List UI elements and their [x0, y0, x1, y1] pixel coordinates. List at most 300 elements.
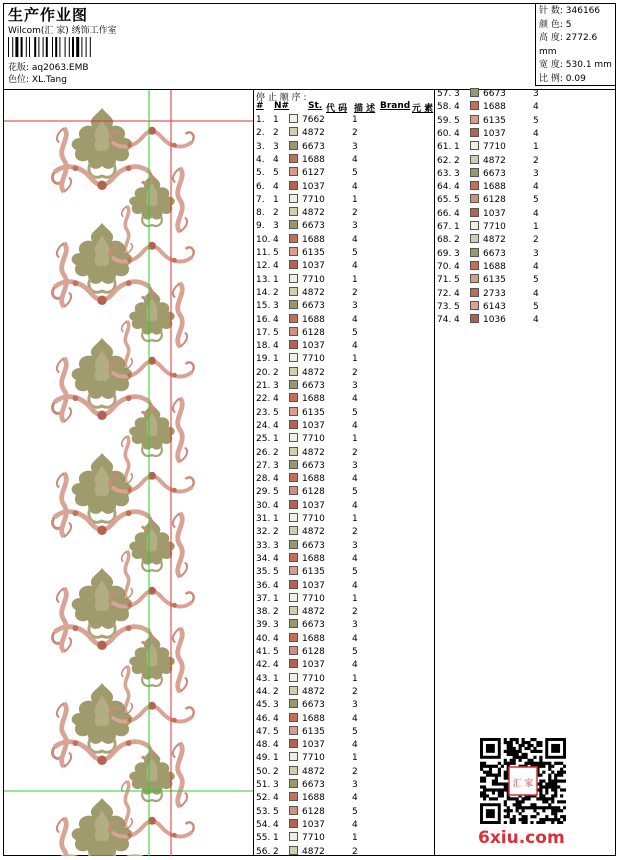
color-swatch	[289, 779, 298, 788]
qr-module	[536, 797, 539, 800]
element-number: 1	[352, 593, 358, 604]
scroll-stalk-right	[173, 743, 187, 807]
element-number: 4	[352, 261, 358, 272]
qr-module	[516, 806, 519, 809]
needle-number: 3	[273, 460, 279, 471]
element-number: 5	[352, 407, 358, 418]
color-swatch	[289, 220, 298, 229]
needle-number: 5	[273, 168, 279, 179]
element-number: 5	[352, 806, 358, 817]
stop-index: 62.	[437, 155, 452, 166]
qr-module	[548, 803, 551, 806]
qr-module	[530, 744, 533, 747]
stop-index: 54.	[256, 819, 271, 830]
needle-number: 3	[273, 780, 279, 790]
element-number: 4	[533, 128, 539, 139]
color-swatch	[289, 300, 298, 309]
element-number: 4	[352, 181, 358, 192]
damask-motif-large	[72, 338, 133, 407]
color-swatch	[470, 261, 479, 270]
stitches-label: 针 数:	[539, 6, 563, 16]
thread-code: 7662	[302, 115, 325, 125]
qr-module	[563, 765, 566, 768]
element-number: 2	[352, 287, 358, 298]
color-swatch	[289, 367, 298, 376]
color-swatch	[289, 234, 298, 243]
qr-module	[519, 818, 522, 821]
col-code: 代 码	[326, 104, 348, 114]
element-number: 3	[352, 700, 358, 711]
needle-number: 4	[273, 154, 279, 165]
needle-number: 4	[454, 261, 460, 272]
qr-finder	[551, 744, 560, 753]
stop-index: 38.	[256, 607, 271, 618]
needle-number: 5	[273, 248, 279, 258]
qr-module	[483, 780, 486, 783]
color-swatch	[289, 580, 298, 589]
qr-module	[516, 809, 519, 812]
qr-module	[542, 765, 545, 768]
thread-code: 4872	[302, 607, 325, 618]
color-swatch	[289, 353, 298, 362]
qr-module	[480, 785, 483, 788]
qr-module	[519, 756, 522, 759]
qr-module	[524, 756, 527, 759]
color-swatch	[289, 526, 298, 535]
qr-finder	[486, 809, 495, 818]
color-swatch	[289, 766, 298, 775]
col-brand: Brand	[380, 101, 411, 111]
stop-index: 16.	[256, 314, 271, 325]
color-swatch	[289, 167, 298, 176]
element-number: 2	[533, 155, 539, 166]
thread-code: 7710	[302, 593, 325, 604]
qr-module	[533, 756, 536, 759]
qr-module	[483, 797, 486, 800]
thread-code: 6673	[302, 301, 325, 312]
qr-module	[554, 788, 557, 791]
qr-module	[548, 762, 551, 765]
color-swatch	[289, 606, 298, 615]
element-number: 3	[352, 780, 358, 790]
qr-module	[551, 771, 554, 774]
color-swatch	[289, 752, 298, 761]
qr-module	[513, 821, 516, 824]
qr-module	[548, 806, 551, 809]
qr-module	[548, 780, 551, 783]
stop-index: 59.	[437, 115, 452, 126]
table-column-divider	[434, 90, 435, 856]
element-number: 4	[352, 341, 358, 352]
qr-module	[524, 753, 527, 756]
stop-index: 42.	[256, 660, 271, 671]
qr-module	[498, 788, 501, 791]
qr-module	[489, 774, 492, 777]
element-number: 5	[352, 168, 358, 179]
qr-module	[519, 812, 522, 815]
element-number: 3	[533, 248, 539, 259]
qr-module	[548, 785, 551, 788]
stop-index: 19.	[256, 354, 271, 365]
qr-module	[524, 815, 527, 818]
qr-module	[539, 759, 542, 762]
color-swatch	[470, 248, 479, 257]
qr-module	[516, 738, 519, 741]
qr-module	[483, 788, 486, 791]
qr-module	[489, 765, 492, 768]
height-label: 高 度:	[539, 33, 563, 43]
stop-index: 35.	[256, 567, 271, 578]
qr-module	[513, 762, 516, 765]
qr-module	[504, 815, 507, 818]
thread-code: 1037	[483, 208, 506, 219]
thread-code: 1037	[302, 261, 325, 272]
qr-module	[504, 759, 507, 762]
qr-module	[480, 762, 483, 765]
qr-module	[486, 774, 489, 777]
thread-code: 1037	[302, 819, 325, 830]
qr-module	[536, 762, 539, 765]
qr-module	[536, 741, 539, 744]
damask-motif-small	[129, 404, 175, 456]
qr-module	[548, 782, 551, 785]
qr-module	[536, 812, 539, 815]
needle-number: 1	[273, 833, 279, 844]
qr-module	[492, 780, 495, 783]
qr-module	[539, 782, 542, 785]
scroll-stalk-right	[173, 168, 187, 232]
color-swatch	[289, 792, 298, 801]
element-number: 2	[533, 235, 539, 246]
thread-code: 4872	[302, 447, 325, 458]
qr-module	[536, 744, 539, 747]
qr-module	[554, 794, 557, 797]
col-index: #	[256, 101, 264, 111]
needle-number: 2	[273, 527, 279, 538]
needle-number: 2	[454, 155, 460, 166]
needle-number: 2	[273, 766, 279, 777]
color-swatch	[289, 593, 298, 602]
stop-index: 45.	[256, 700, 271, 711]
color-swatch	[470, 181, 479, 190]
scale-label: 比 例:	[539, 73, 563, 84]
element-number: 4	[533, 288, 539, 299]
element-number: 2	[352, 766, 358, 777]
colors-value: 5	[565, 19, 572, 30]
thread-code: 6135	[302, 567, 325, 578]
color-swatch	[289, 447, 298, 456]
qr-module	[513, 747, 516, 750]
stop-index: 49.	[256, 753, 271, 764]
damask-motif-small	[129, 289, 175, 341]
scale-value: 0.09	[565, 73, 586, 84]
qr-module	[530, 738, 533, 741]
color-swatch	[289, 141, 298, 150]
color-swatch	[289, 274, 298, 283]
needle-number: 4	[273, 713, 279, 724]
needle-number: 1	[454, 222, 460, 232]
thread-code: 1037	[302, 420, 325, 431]
needle-number: 3	[454, 168, 460, 179]
needle-number: 5	[273, 327, 279, 338]
needle-number: 4	[273, 261, 279, 272]
element-number: 2	[352, 367, 358, 378]
qr-module	[554, 809, 557, 812]
stop-index: 61.	[437, 142, 452, 153]
qr-module	[486, 771, 489, 774]
col-stitch: St.	[308, 101, 323, 111]
barcode-bar	[90, 37, 91, 57]
qr-module	[504, 785, 507, 788]
damask-motif-small	[129, 174, 175, 226]
qr-module	[554, 762, 557, 765]
thread-code: 7710	[302, 354, 325, 365]
qr-module	[545, 782, 548, 785]
element-number: 4	[352, 793, 358, 804]
element-number: 3	[352, 540, 358, 551]
qr-module	[554, 777, 557, 780]
qr-module	[504, 771, 507, 774]
color-swatch	[470, 274, 479, 283]
needle-number: 1	[273, 115, 279, 125]
qr-module	[539, 762, 542, 765]
qr-module	[527, 806, 530, 809]
qr-module	[495, 797, 498, 800]
qr-module	[524, 762, 527, 765]
element-number: 1	[352, 514, 358, 524]
needle-number: 2	[273, 128, 279, 139]
barcode-bar	[72, 37, 74, 57]
qr-module	[557, 785, 560, 788]
element-number: 5	[533, 195, 539, 206]
element-number: 1	[352, 194, 358, 205]
thread-code: 6135	[302, 407, 325, 418]
qr-module	[510, 797, 513, 800]
qr-module	[542, 806, 545, 809]
qr-module	[545, 815, 548, 818]
color-swatch	[289, 699, 298, 708]
barcode-bar	[29, 37, 30, 57]
color-swatch	[289, 340, 298, 349]
needle-number: 4	[273, 500, 279, 511]
thread-code: 1688	[302, 553, 325, 564]
thread-code: 4872	[302, 846, 325, 857]
qr-module	[504, 777, 507, 780]
qr-module	[516, 753, 519, 756]
qr-module	[539, 741, 542, 744]
barcode-bar	[34, 37, 36, 57]
thread-code: 4872	[302, 766, 325, 777]
color-swatch	[470, 194, 479, 203]
qr-module	[504, 741, 507, 744]
thread-code: 4872	[302, 686, 325, 697]
qr-module	[545, 800, 548, 803]
qr-module	[557, 771, 560, 774]
thread-code: 6135	[483, 115, 506, 126]
thread-code: 6128	[302, 487, 325, 498]
needle-number: 1	[273, 514, 279, 524]
color-swatch	[289, 247, 298, 256]
thread-code: 6128	[302, 647, 325, 657]
qr-module	[498, 791, 501, 794]
qr-module	[533, 750, 536, 753]
qr-module	[524, 797, 527, 800]
qr-module	[560, 780, 563, 783]
qr-module	[510, 738, 513, 741]
qr-module	[510, 747, 513, 750]
needle-number: 4	[273, 553, 279, 564]
stop-index: 2.	[256, 128, 265, 139]
needle-number: 5	[454, 115, 460, 126]
qr-module	[557, 800, 560, 803]
qr-module	[557, 806, 560, 809]
qr-module	[539, 785, 542, 788]
element-number: 4	[533, 315, 539, 326]
scroll-stalk-right	[173, 513, 187, 577]
qr-module	[519, 759, 522, 762]
qr-module	[504, 762, 507, 765]
qr-module	[560, 771, 563, 774]
qr-module	[516, 756, 519, 759]
qr-code	[480, 738, 566, 824]
stop-index: 64.	[437, 182, 452, 193]
qr-module	[554, 780, 557, 783]
stop-index: 73.	[437, 301, 452, 312]
color-swatch	[470, 234, 479, 243]
needle-number: 5	[273, 487, 279, 498]
qr-module	[554, 785, 557, 788]
color-swatch	[470, 301, 479, 310]
qr-module	[513, 797, 516, 800]
stop-index: 9.	[256, 221, 265, 232]
stop-index: 44.	[256, 686, 271, 697]
damask-motif-large	[72, 223, 133, 292]
stop-index: 18.	[256, 341, 271, 352]
color-swatch	[470, 221, 479, 230]
thread-code: 7710	[483, 142, 506, 153]
element-number: 4	[352, 500, 358, 511]
qr-module	[504, 803, 507, 806]
element-number: 4	[352, 633, 358, 644]
qr-module	[495, 765, 498, 768]
needle-number: 4	[273, 660, 279, 671]
needle-number: 4	[273, 314, 279, 325]
qr-module	[545, 797, 548, 800]
needle-number: 4	[273, 341, 279, 352]
color-swatch	[289, 846, 298, 855]
needle-number: 1	[454, 142, 460, 153]
thread-code: 1688	[302, 154, 325, 165]
barcode-bar	[76, 37, 79, 57]
thread-code: 4872	[483, 235, 506, 246]
barcode-bar	[8, 37, 9, 57]
qr-module	[516, 797, 519, 800]
needle-number: 4	[273, 394, 279, 405]
element-number: 5	[533, 301, 539, 312]
qr-module	[516, 750, 519, 753]
element-number: 3	[352, 381, 358, 391]
stop-index: 4.	[256, 154, 265, 165]
color-swatch	[289, 433, 298, 442]
element-number: 2	[352, 607, 358, 618]
design-meta	[8, 62, 89, 86]
needle-number: 4	[273, 580, 279, 591]
element-number: 2	[352, 128, 358, 139]
element-number: 5	[352, 567, 358, 578]
qr-module	[542, 800, 545, 803]
color-swatch	[289, 540, 298, 549]
element-number: 1	[352, 673, 358, 684]
thread-code: 6673	[302, 381, 325, 391]
qr-module	[513, 759, 516, 762]
needle-number: 3	[273, 141, 279, 152]
stop-index: 43.	[256, 673, 271, 684]
needle-number: 4	[454, 102, 460, 113]
qr-module	[483, 765, 486, 768]
needle-number: 4	[273, 181, 279, 192]
qr-module	[551, 782, 554, 785]
qr-module	[513, 753, 516, 756]
qr-module	[522, 741, 525, 744]
qr-module	[554, 806, 557, 809]
damask-motif-large	[72, 108, 133, 177]
qr-module	[504, 738, 507, 741]
qr-module	[498, 762, 501, 765]
qr-module	[530, 762, 533, 765]
stop-index: 32.	[256, 527, 271, 538]
height-value: 2772.6 mm	[539, 33, 598, 57]
stop-index: 36.	[256, 580, 271, 591]
qr-module	[560, 809, 563, 812]
qr-module	[539, 791, 542, 794]
element-number: 4	[352, 474, 358, 485]
barcode-bar	[38, 37, 39, 57]
stop-index: 66.	[437, 208, 452, 219]
qr-module	[551, 818, 554, 821]
qr-module	[533, 738, 536, 741]
qr-module	[504, 750, 507, 753]
qr-module	[542, 797, 545, 800]
element-number: 1	[352, 434, 358, 445]
qr-module	[542, 794, 545, 797]
qr-module	[522, 818, 525, 821]
stop-index: 48.	[256, 740, 271, 751]
stop-index: 31.	[256, 514, 271, 524]
qr-module	[519, 750, 522, 753]
color-swatch	[470, 141, 479, 150]
qr-module	[483, 785, 486, 788]
thread-code: 1037	[302, 580, 325, 591]
color-swatch	[470, 288, 479, 297]
qr-module	[545, 785, 548, 788]
needle-number: 1	[273, 354, 279, 365]
qr-module	[519, 806, 522, 809]
needle-number: 3	[454, 248, 460, 259]
thread-code: 7710	[302, 434, 325, 445]
stop-index: 30.	[256, 500, 271, 511]
qr-module	[542, 785, 545, 788]
qr-module	[524, 821, 527, 824]
qr-module	[513, 815, 516, 818]
stop-index: 11.	[256, 248, 271, 258]
color-swatch	[289, 420, 298, 429]
qr-module	[516, 800, 519, 803]
needle-number: 4	[273, 420, 279, 431]
qr-module	[527, 797, 530, 800]
qr-module	[513, 738, 516, 741]
stop-index: 60.	[437, 128, 452, 139]
qr-module	[480, 780, 483, 783]
